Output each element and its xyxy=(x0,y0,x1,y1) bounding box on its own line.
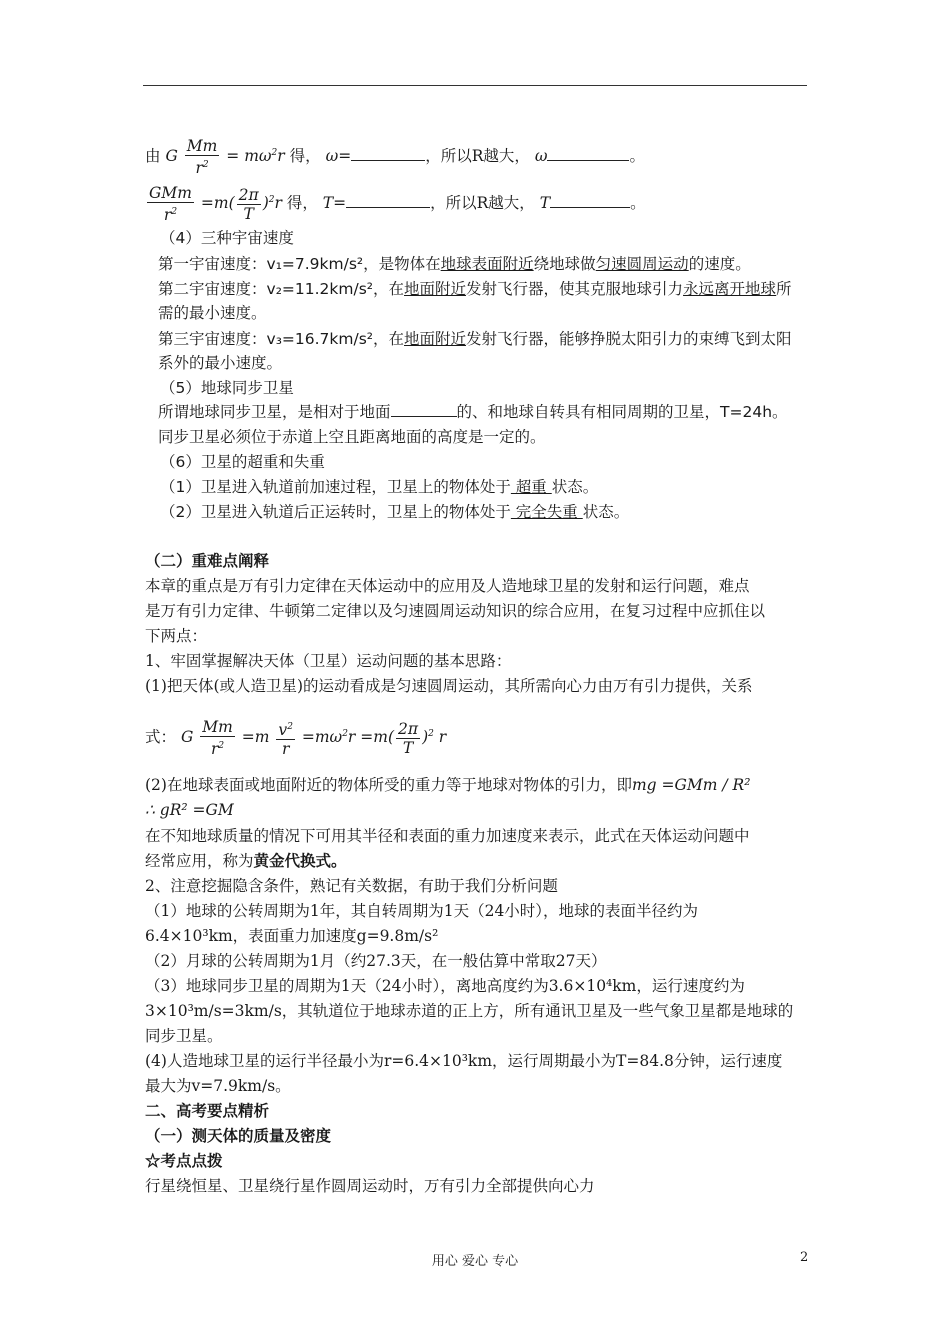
paragraph: 经常应用，称为黄金代换式。 xyxy=(145,851,347,870)
text: ，所以R越大， xyxy=(430,194,535,213)
part2-title: （二）重难点阐释 xyxy=(145,551,270,570)
paragraph: 本章的重点是万有引力定律在天体运动中的应用及人造地球卫星的发射和运行问题，难点 xyxy=(145,577,750,595)
header-rule xyxy=(143,85,807,86)
part3-subtitle: （一）测天体的质量及密度 xyxy=(145,1126,332,1145)
third-cosmic-velocity-cont: 系外的最小速度。 xyxy=(158,354,283,372)
blank xyxy=(351,146,425,161)
footer-text: 用心 爱心 专心 xyxy=(431,1254,519,1269)
text: 。 xyxy=(629,147,645,166)
paragraph: 1、牢固掌握解决天体（卫星）运动问题的基本思路： xyxy=(145,652,512,670)
paragraph: 同步卫星。 xyxy=(145,1027,223,1045)
blank xyxy=(346,193,430,208)
paragraph: （2）月球的公转周期为1月（约27.3天，在一般估算中常取27天） xyxy=(145,952,607,970)
paragraph: (2)在地球表面或地面附近的物体所受的重力等于地球对物体的引力，即mg =GMm / R² xyxy=(145,776,751,794)
paragraph: 6.4×10³km，表面重力加速度g=9.8m/s² xyxy=(145,927,439,945)
paragraph: 最大为v=7.9km/s。 xyxy=(145,1077,291,1095)
text: 得， xyxy=(289,147,321,166)
section4-title: （4）三种宇宙速度 xyxy=(160,229,294,247)
section6-title: （6）卫星的超重和失重 xyxy=(160,453,325,471)
paragraph: 在不知地球质量的情况下可用其半径和表面的重力加速度来表示，此式在天体运动问题中 xyxy=(145,827,750,845)
text: 由 xyxy=(145,147,161,166)
second-cosmic-velocity-cont: 需的最小速度。 xyxy=(158,304,267,322)
text: T= xyxy=(322,194,347,213)
paragraph: 是万有引力定律、牛顿第二定律以及匀速圆周运动知识的综合应用，在复习过程中应抓住以 xyxy=(145,602,766,620)
sync-satellite-def: 所谓地球同步卫星，是相对于地面 的、和地球自转具有相同周期的卫星，T=24h。 xyxy=(158,403,788,421)
blank xyxy=(550,193,630,208)
paragraph: （3）地球同步卫星的周期为1天（24小时），离地高度约为3.6×10⁴km，运行速度约为 xyxy=(145,977,745,995)
text: 。 xyxy=(630,194,646,213)
part3-title: 二、高考要点精析 xyxy=(145,1101,270,1120)
paragraph: （1）地球的公转周期为1年，其自转周期为1天（24小时），地球的表面半径约为 xyxy=(145,902,699,920)
sync-satellite-note: 同步卫星必须位于赤道上空且距离地面的高度是一定的。 xyxy=(158,428,546,446)
blank xyxy=(547,146,629,161)
first-cosmic-velocity: 第一宇宙速度：v₁=7.9km/s²，是物体在地球表面附近绕地球做匀速圆周运动的速度。 xyxy=(158,255,751,273)
fraction-GMm-r2: $\frac{\text{GMm}}{r^2}$ xyxy=(149,184,192,225)
text: ω= xyxy=(325,147,352,166)
paragraph: (4)人造地球卫星的运行半径最小为r=6.4×10³km，运行周期最小为T=84.8分钟，运行速度 xyxy=(145,1052,783,1070)
overweight-line: （1）卫星进入轨道前加速过程，卫星上的物体处于 超重 状态。 xyxy=(160,478,599,496)
formula-line-omega: 由 G $\frac{Mm}{r^2}$ = $m\omega^2r$ 得， ω= ，所以R越大， ω 。 xyxy=(145,137,645,178)
paragraph: 3×10³m/s=3km/s，其轨道位于地球赤道的正上方，所有通讯卫星及一些气象卫星都是地球的 xyxy=(145,1002,794,1020)
weightless-line: （2）卫星进入轨道后正运转时，卫星上的物体处于 完全失重 状态。 xyxy=(160,503,630,521)
paragraph: (1)把天体(或人造卫星)的运动看成是匀速圆周运动，其所需向心力由万有引力提供，关系 xyxy=(145,677,753,695)
third-cosmic-velocity: 第三宇宙速度：v₃=16.7km/s²，在地面附近发射飞行器，能够挣脱太阳引力的束缚飞到太阳 xyxy=(158,330,792,348)
section5-title: （5）地球同步卫星 xyxy=(160,379,294,397)
paragraph: 2、注意挖掘隐含条件，熟记有关数据，有助于我们分析问题 xyxy=(145,877,558,895)
text: ，所以R越大， xyxy=(425,147,530,166)
paragraph: 下两点： xyxy=(145,627,208,645)
formula-line-period: $\frac{\text{GMm}}{r^2}$ =m( $\frac{2\pi}{T}$ )$^2$r 得， T= ，所以R越大， T 。 xyxy=(149,184,646,225)
fraction-2pi-T: $\frac{2\pi}{T}$ xyxy=(238,185,259,223)
fraction-Mm-r2: $\frac{Mm}{r^2}$ xyxy=(186,137,218,178)
text: 得， xyxy=(286,194,318,213)
text: ω xyxy=(534,147,548,166)
page-number: 2 xyxy=(800,1250,809,1265)
relation-formula: 式： G $\frac{Mm}{r^2}$ =m $\frac{v^2}{r}$ $=m\omega^2r =m$( $\frac{2\pi}{T}$ )$^2$ r xyxy=(145,718,447,759)
tip-heading: ☆考点点拨 xyxy=(145,1151,223,1170)
second-cosmic-velocity: 第二宇宙速度：v₂=11.2km/s²，在地面附近发射飞行器，使其克服地球引力永远离开地球所 xyxy=(158,280,792,298)
paragraph: 行星绕恒星、卫星绕行星作圆周运动时，万有引力全部提供向心力 xyxy=(145,1177,595,1195)
text: T xyxy=(539,194,551,213)
formula-gR2: ∴ gR² =GM xyxy=(145,801,234,819)
